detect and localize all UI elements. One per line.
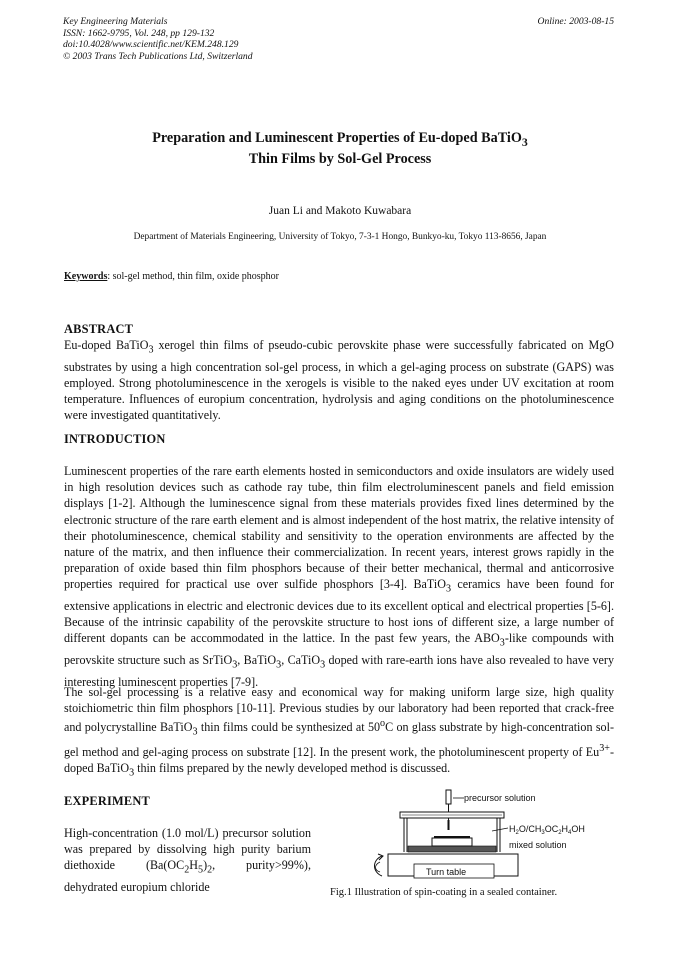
mixed-solution-label-2: mixed solution [509, 840, 567, 850]
introduction-paragraph-2: The sol-gel processing is a relative easy and economical way for making uniform large size, high quality stoichiometric thin film phosphors [10-11]. Previous studies by our laboratory had been reported that crack-free and polycrystalline BaTiO$_3$ thin films could be synthesized at 50$^o$C on glass substrate by high-concentration sol-gel method and gel-aging process on substrate [12]. In the present work, the photoluminescent property of $Eu^{3+}$-doped BaTiO$_3$ thin films prepared by the newly developed method is discussed. [64, 685, 614, 779]
keywords-text: : sol-gel method, thin film, oxide phosphor [107, 271, 279, 282]
spin-coating-figure [352, 786, 616, 886]
introduction-heading: INTRODUCTION [64, 432, 166, 446]
keywords [64, 271, 279, 282]
online-date: Online: 2003-08-15 [537, 16, 614, 27]
affiliation: Department of Materials Engineering, University of Tokyo, 7-3-1 Hongo, Bunkyo-ku, Tokyo 113-8656, Japan [133, 232, 547, 242]
issn-line: ISSN: 1662-9795, Vol. 248, pp 129-132 [63, 27, 215, 39]
sealed-container [400, 812, 504, 852]
introduction-paragraph-1: Luminescent properties of the rare earth elements hosted in semiconductors and oxide insulators are widely used in high resolution devices such as cathode ray tube, thin film electroluminescent panels and field emission displays [1-2]. Although the luminescence signal from these materials provides fixed lines determined by the electronic structure of the rare earth element and is almost independent of the host matrix, the relative intensity of their photoluminescence, chemical stability and sensitivity to the operation environments are affected by the nature of the matrix, and then influence their commercialization. In recent years, interest grows rapidly in the preparation of oxide based thin film phosphors because of their better mechanical, thermal and anticorrosive properties required for practical use over sulfide phosphors [3-4]. BaTiO$_3$ ceramics have been found for extensive applications in electric and electronic devices due to its excellent optical and electrical properties [5-6]. Because of the intrinsic capability of the perovskite structure to host ions of different size, a large number of different dopants can be accommodated in the lattice. In the past few years, the $ABO_3$-like compounds with perovskite structure such as SrTiO$_3$, BaTiO$_3$, CaTiO$_3$ doped with rare-earth ions have also revealed to have very interesting luminescent properties [7-9]. [64, 464, 614, 689]
authors: Juan Li and Makoto Kuwabara [268, 205, 412, 217]
abstract-body: Eu-doped BaTiO$_3$ xerogel thin films of pseudo-cubic perovskite phase were successfully fabricated on MgO substrates by using a high concentration sol-gel process, in which a gel-aging process on substrate (GAPS) was employed. Strong photoluminescence in the xerogels is visible to the naked eyes under UV excitation at room temperature. Influences of europium concentration, hydrolysis and aging conditions on the photoluminescence were investigated quantitatively. [64, 338, 614, 423]
figure-caption: Fig.1 Illustration of spin-coating in a sealed container. [330, 887, 558, 898]
pipette-icon [446, 790, 451, 830]
title-line-2: Thin Films by Sol-Gel Process [248, 151, 432, 168]
doi-line: doi:10.4028/www.scientific.net/KEM.248.129 [63, 39, 239, 50]
copyright-line: © 2003 Trans Tech Publications Ltd, Switzerland [63, 50, 253, 62]
journal-name: Key Engineering Materials [63, 16, 168, 27]
title-line-1: Preparation and Luminescent Properties of Eu-doped BaTiO$_3$ [152, 130, 528, 149]
keywords-label: Keywords [64, 271, 108, 282]
journal-header [63, 16, 463, 62]
turn-table-label: Turn table [426, 867, 467, 877]
rotation-arrow-icon [375, 854, 384, 876]
abstract-heading: ABSTRACT [64, 322, 134, 336]
experiment-heading: EXPERIMENT [64, 794, 150, 808]
mixed-solution-label-1: $H_2O/CH_3OC_2H_4OH$ [509, 824, 585, 836]
precursor-label: precursor solution [464, 793, 536, 803]
experiment-body: High-concentration (1.0 mol/L) precursor solution was prepared by dissolving high purity barium diethoxide ($Ba(OC_2H_5)_2$, purity>99%), dehydrated europium chloride [64, 826, 311, 895]
paper-title [60, 130, 620, 169]
